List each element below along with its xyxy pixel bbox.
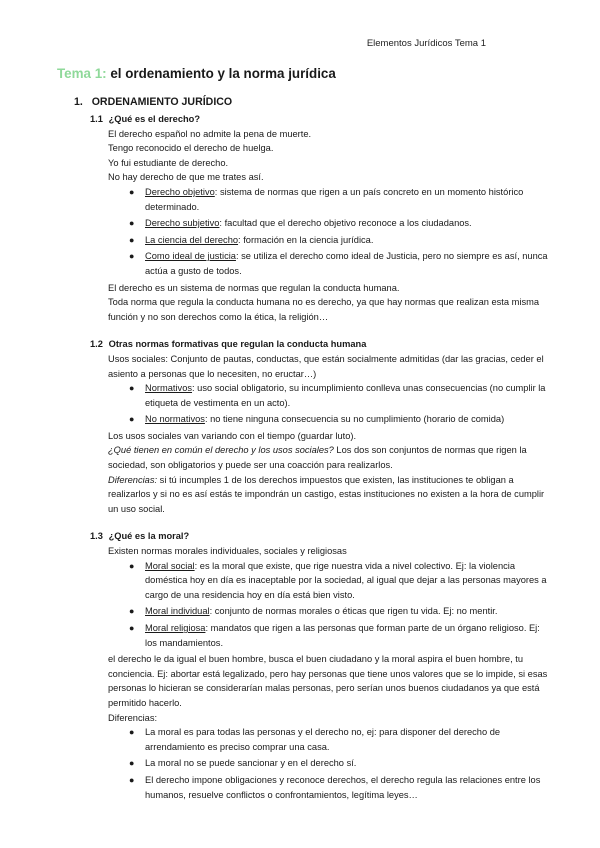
list-item	[108, 773, 550, 802]
paragraph: Los usos sociales van variando con el tiempo (guardar luto).	[108, 430, 357, 441]
paragraph: el derecho le da igual el buen hombre, busca el buen ciudadano y la moral aspira el buen hombre, tu conciencia. Ej: abortar está legalizado, pero hay personas que tiene unos valores que se lo impide, si esas personas lo hicieran se considerarían malas personas, pero serían unos buenos ciudadanos ya que está permitido hacerlo.	[108, 654, 548, 708]
paragraph	[108, 473, 550, 517]
list-item	[108, 249, 550, 278]
term: Como ideal de justicia	[145, 251, 236, 262]
bullet-icon: ●	[129, 414, 135, 425]
spacer	[0, 516, 600, 529]
bullet-icon: ●	[129, 560, 135, 571]
bullet-list	[0, 559, 600, 651]
bullet-icon: ●	[129, 774, 135, 785]
definition: : uso social obligatorio, su incumplimiento conlleva unas consecuencias (no cumplir la etiqueta de vestimenta en un acto).	[145, 383, 546, 408]
list-item	[108, 621, 550, 650]
bullet-icon: ●	[129, 623, 135, 633]
subsection-title: Otras normas formativas que regulan la conducta humana	[108, 339, 367, 350]
differences-text: si tú incumples 1 de los derechos impuestos que existen, las instituciones te obligan a realizarlos y si no es así estás te impondrán un castigo, estas instituciones no existen a la hora de cumplir un uso social.	[108, 474, 545, 514]
running-header: Elementos Jurídicos Tema 1	[366, 38, 486, 49]
term: Derecho objetivo	[145, 186, 215, 197]
term: La ciencia del derecho	[145, 234, 239, 245]
term: Moral religiosa	[145, 623, 206, 633]
definition: : sistema de normas que rigen a un país concreto en un momento histórico determinado.	[145, 186, 524, 212]
definition: : no tiene ninguna consecuencia su no cumplimiento (horario de comida)	[204, 414, 505, 425]
bullet-icon: ●	[129, 251, 135, 262]
term: Derecho subjetivo	[145, 218, 220, 229]
paragraph: Usos sociales: Conjunto de pautas, conductas, que están socialmente admitidas (dar las gracias, ceder el asiento a personas que lo necesiten, no eructar…)	[108, 353, 544, 379]
definition: : formación en la ciencia jurídica.	[238, 234, 374, 245]
section-title: ORDENAMIENTO JURÍDICO	[91, 96, 233, 108]
bullet-icon: ●	[129, 727, 135, 738]
spacer	[0, 324, 600, 337]
bullet-icon: ●	[129, 218, 135, 229]
bullet-list	[0, 381, 600, 427]
list-item	[108, 381, 550, 410]
paragraph: Toda norma que regula la conducta humana no es derecho, ya que hay normas que realizan esta misma función y no son derechos como la ética, la religión…	[108, 297, 540, 322]
question-emphasis: ¿Qué tienen en común el derecho y los usos sociales?	[108, 445, 334, 456]
list-item	[108, 233, 550, 248]
bullet-icon: ●	[129, 186, 135, 197]
list-item-text: La moral es para todas las personas y el derecho no, ej: para disponer del derecho de arrendamiento es preciso comprar una casa.	[145, 727, 501, 752]
paragraph: Yo fui estudiante de derecho.	[108, 157, 229, 168]
section-heading	[74, 95, 600, 110]
paragraph	[108, 443, 550, 472]
bullet-icon: ●	[129, 606, 135, 617]
list-item-text: El derecho impone obligaciones y reconoce derechos, el derecho regula las relaciones entre los humanos, resuelve conflictos o confrontamientos, legítima leyes…	[145, 774, 541, 800]
list-item	[108, 756, 550, 771]
subsection-title: ¿Qué es la moral?	[108, 531, 190, 542]
bullet-icon: ●	[129, 234, 135, 245]
title-text: el ordenamiento y la norma jurídica	[106, 66, 336, 81]
list-item	[108, 725, 550, 754]
section-number: 1.	[74, 96, 83, 108]
paragraph: Tengo reconocido el derecho de huelga.	[108, 143, 274, 154]
definition: : mandatos que rigen a las personas que forman parte de un órgano religioso. Ej: los mandamientos.	[145, 623, 540, 648]
definition: : conjunto de normas morales o éticas que rigen tu vida. Ej: no mentir.	[209, 606, 498, 617]
list-item	[108, 216, 550, 231]
definition: : se utiliza el derecho como ideal de Justicia, pero no siempre es así, nunca actúa a gusto de todos.	[145, 251, 548, 276]
title-tema-label: Tema 1:	[57, 66, 107, 81]
paragraph: No hay derecho de que me trates así.	[108, 172, 264, 183]
answer-text: Los dos son conjuntos de normas que rigen la sociedad, son obligatorios y puede ser una coacción para realizarlos.	[108, 445, 527, 471]
subsection-number: 1.2	[90, 339, 103, 350]
page-title	[57, 66, 336, 81]
paragraph: El derecho es un sistema de normas que regulan la conducta humana.	[108, 282, 400, 293]
term: Normativos	[145, 383, 193, 394]
list-item-text: La moral no se puede sancionar y en el derecho sí.	[145, 758, 357, 769]
subsection-heading	[90, 337, 600, 352]
term: Moral social	[145, 560, 195, 571]
subsection-heading	[90, 529, 600, 544]
subsection-heading	[90, 112, 600, 127]
bullet-icon: ●	[129, 383, 135, 394]
bullet-list	[0, 725, 600, 802]
subsection-number: 1.1	[90, 114, 103, 124]
differences-emphasis: Diferencias:	[108, 474, 158, 485]
list-item	[108, 412, 550, 427]
paragraph: Existen normas morales individuales, sociales y religiosas	[108, 546, 347, 557]
list-item	[108, 185, 550, 214]
subsection-title: ¿Qué es el derecho?	[108, 114, 201, 124]
definition: : es la moral que existe, que rige nuestra vida a nivel colectivo. Ej: la violencia doméstica hoy en día es inaceptable por la sociedad, al igual que dejar a las personas mayores a cargo de una residencia hoy en día está bien visto.	[145, 560, 547, 600]
list-item	[108, 559, 550, 603]
subsection-number: 1.3	[90, 531, 103, 542]
paragraph: El derecho español no admite la pena de muerte.	[108, 128, 312, 139]
bullet-icon: ●	[129, 758, 135, 769]
document-body	[0, 95, 600, 804]
bullet-list	[0, 185, 600, 279]
term: Moral individual	[145, 606, 210, 617]
paragraph: Diferencias:	[108, 712, 158, 723]
definition: : facultad que el derecho objetivo reconoce a los ciudadanos.	[219, 218, 472, 229]
term: No normativos	[145, 414, 205, 425]
list-item	[108, 604, 550, 619]
